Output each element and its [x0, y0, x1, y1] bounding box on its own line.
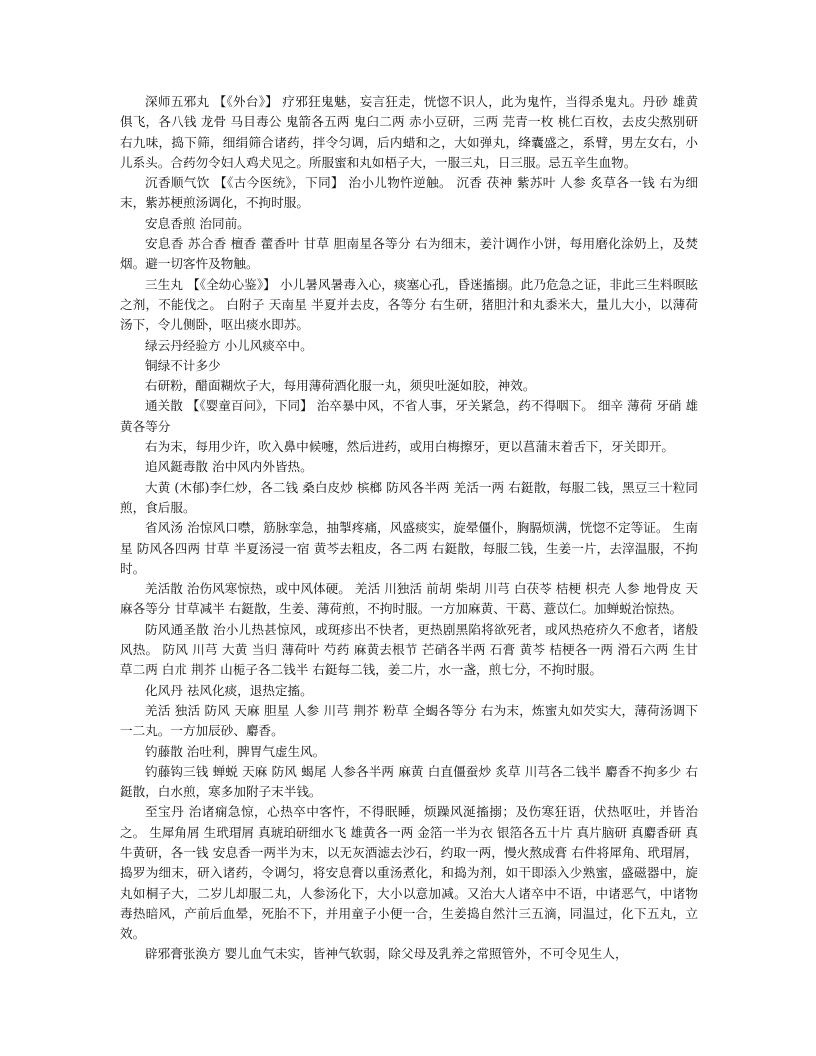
- document-page: [120, 92, 703, 965]
- paragraph-anxixiang-ingredients: 安息香 苏合香 檀香 藿香叶 甘草 胆南星各等分 右为细末，姜汁调作小饼，每用磨化涂奶上，及焚烟。避一切客忤及物触。: [120, 236, 698, 272]
- paragraph-tongguan-san-method: 右为末，每用少许，吹入鼻中候嚏，然后进药，或用白梅擦牙，更以菖蒲末着舌下，牙关即开。: [145, 439, 674, 455]
- paragraph-sansheng-wan: 三生丸 【《全幼心鉴》】 小儿暑风暑毒入心，痰塞心孔，昏迷搐搦。此乃危急之证，非此三生料暝眩之剂，不能伐之。 白附子 天南星 半夏并去皮，各等分 右生研，猪胆汁和丸黍米大，量儿大小，以薄荷汤下，令儿侧卧，呕出痰水即苏。: [120, 276, 698, 333]
- paragraph-huafeng-dan-ingredients: 羌活 独活 防风 天麻 胆星 人参 川芎 荆芥 粉草 全蝎各等分 右为末，炼蜜丸如芡实大，薄荷汤调下一二丸。一方加辰砂、麝香。: [120, 702, 698, 739]
- paragraph-wuxie-wan: 深师五邪丸 【《外台》】 疗邪狂鬼魅，妄言狂走，恍惚不识人，此为鬼忤，当得杀鬼丸。丹砂 雄黄俱飞，各八钱 龙骨 马目毒公 鬼箭各五两 鬼臼二两 赤小豆研，三两 芫青一枚 桃仁百枚，去皮尖熬别研 右九味，捣下筛，细绢筛合诸药，拌令匀调，后内蜡和之，大如弹丸，绛囊盛之，系臂，男左女右，小儿系头。合药勿令妇人鸡犬见之。所服蜜和丸如梧子大，一服三丸，日三服。忌五辛生血物。: [120, 94, 703, 170]
- paragraph-zhuifeng-san: 追风鋌毒散 治中风内外皆热。: [145, 459, 313, 475]
- paragraph-fangfeng-tongsheng-san: 防风通圣散 治小儿热甚惊风，或斑疹出不快者，更热剧黑陷将欲死者，或风热疮疥久不愈者，诸般风热。 防风 川芎 大黄 当归 薄荷叶 芍药 麻黄去根节 芒硝各半两 石膏 黄芩 桔梗各一两 滑石六两 生甘草二两 白朮 荆芥 山栀子各二钱半 右鋌每二钱，姜二片，水一盏，煎七分，不拘时服。: [120, 621, 698, 678]
- paragraph-anxixiang-jian: 安息香煎 治同前。: [145, 215, 250, 231]
- paragraph-diaoteng-san: 钓藤散 治吐利，脾胃气虚生风。: [145, 743, 326, 759]
- paragraph-zhuifeng-san-ingredients: 大黄 (木郁)李仁炒，各二钱 桑白皮炒 槟榔 防风各半两 羌活一两 右鋌散，每服二钱，黑豆三十粒同煎，食后服。: [120, 479, 698, 515]
- paragraph-chenxiang-shunqi-yin: 沉香顺气饮 【《古今医统》，下同】 治小儿物忤逆触。 沉香 茯神 紫苏叶 人参 炙草各一钱 右为细末，紫苏梗煎汤调化，不拘时服。: [120, 175, 698, 211]
- paragraph-qianghuo-san: 羌活散 治伤风寒惊热，或中风体硬。 羌活 川独活 前胡 柴胡 川芎 白茯苓 桔梗 枳壳 人参 地骨皮 天麻各等分 甘草减半 右鋌散，生姜、薄荷煎，不拘时服。一方加麻黄、干葛、薏苡仁。加蝉蜕治惊热。: [120, 581, 698, 617]
- paragraph-tonglv: 铜绿不计多少: [145, 357, 221, 373]
- paragraph-huafeng-dan: 化风丹 祛风化痰，退热定搐。: [145, 682, 313, 698]
- paragraph-zhibao-dan: 至宝丹 治诸痫急惊，心热卒中客忤，不得眠睡，烦躁风涎搐搦；及伤寒狂语，伏热呕吐，并皆治之。 生犀角屑 生玳瑁屑 真琥珀研细水飞 雄黄各一两 金箔一半为衣 银箔各五十片 真片脑研 真麝香研 真牛黄研，各一钱 安息香一两半为末，以无灰酒滤去沙石，约取一两，慢火熬成膏 右件将犀角、玳瑁屑，捣罗为细末，研入诸药，令调匀，将安息膏以重汤煮化，和捣为剂，如干即添入少熟蜜，盛磁器中，旋丸如桐子大，二岁儿却服二丸，人参汤化下，大小以意加减。又治大人诸卒中不语，中诸恶气，中诸物毒热暗风，产前后血晕，死胎不下，并用童子小便一合，生姜捣自然汁三五滴，同温过，化下五丸，立效。: [120, 804, 698, 942]
- paragraph-diaoteng-san-ingredients: 钓藤钩三钱 蝉蜕 天麻 防风 蝎尾 人参各半两 麻黄 白直僵蚕炒 炙草 川芎各二钱半 麝香不拘多少 右鋌散，白水煎，寒多加附子末半钱。: [120, 763, 698, 800]
- paragraph-bixie-gao: 辟邪膏张涣方 婴儿血气未实，皆神气软弱，除父母及乳养之常照管外，不可令见生人，: [145, 946, 628, 962]
- paragraph-lvyun-dan-method: 右研粉，醋面糊炊子大，每用薄荷酒化服一丸，须臾吐涎如胶，神效。: [145, 378, 536, 394]
- paragraph-shengfeng-tang: 省风汤 治惊风口噤，筋脉挛急，抽掣疼痛，风盛痰实，旋晕僵仆，胸膈烦满，恍惚不定等证。 生南星 防风各四两 甘草 半夏汤浸一宿 黄芩去粗皮，各二两 右鋌散，每服二钱，生姜一片，去滓温服，不拘时。: [120, 520, 698, 576]
- paragraph-tongguan-san: 通关散 【《婴童百问》，下同】 治卒暴中风，不省人事，牙关紧急，药不得咽下。 细辛 薄荷 牙硝 雄黄各等分: [120, 398, 698, 434]
- paragraph-lvyun-dan: 绿云丹经验方 小儿风痰卒中。: [145, 337, 313, 353]
